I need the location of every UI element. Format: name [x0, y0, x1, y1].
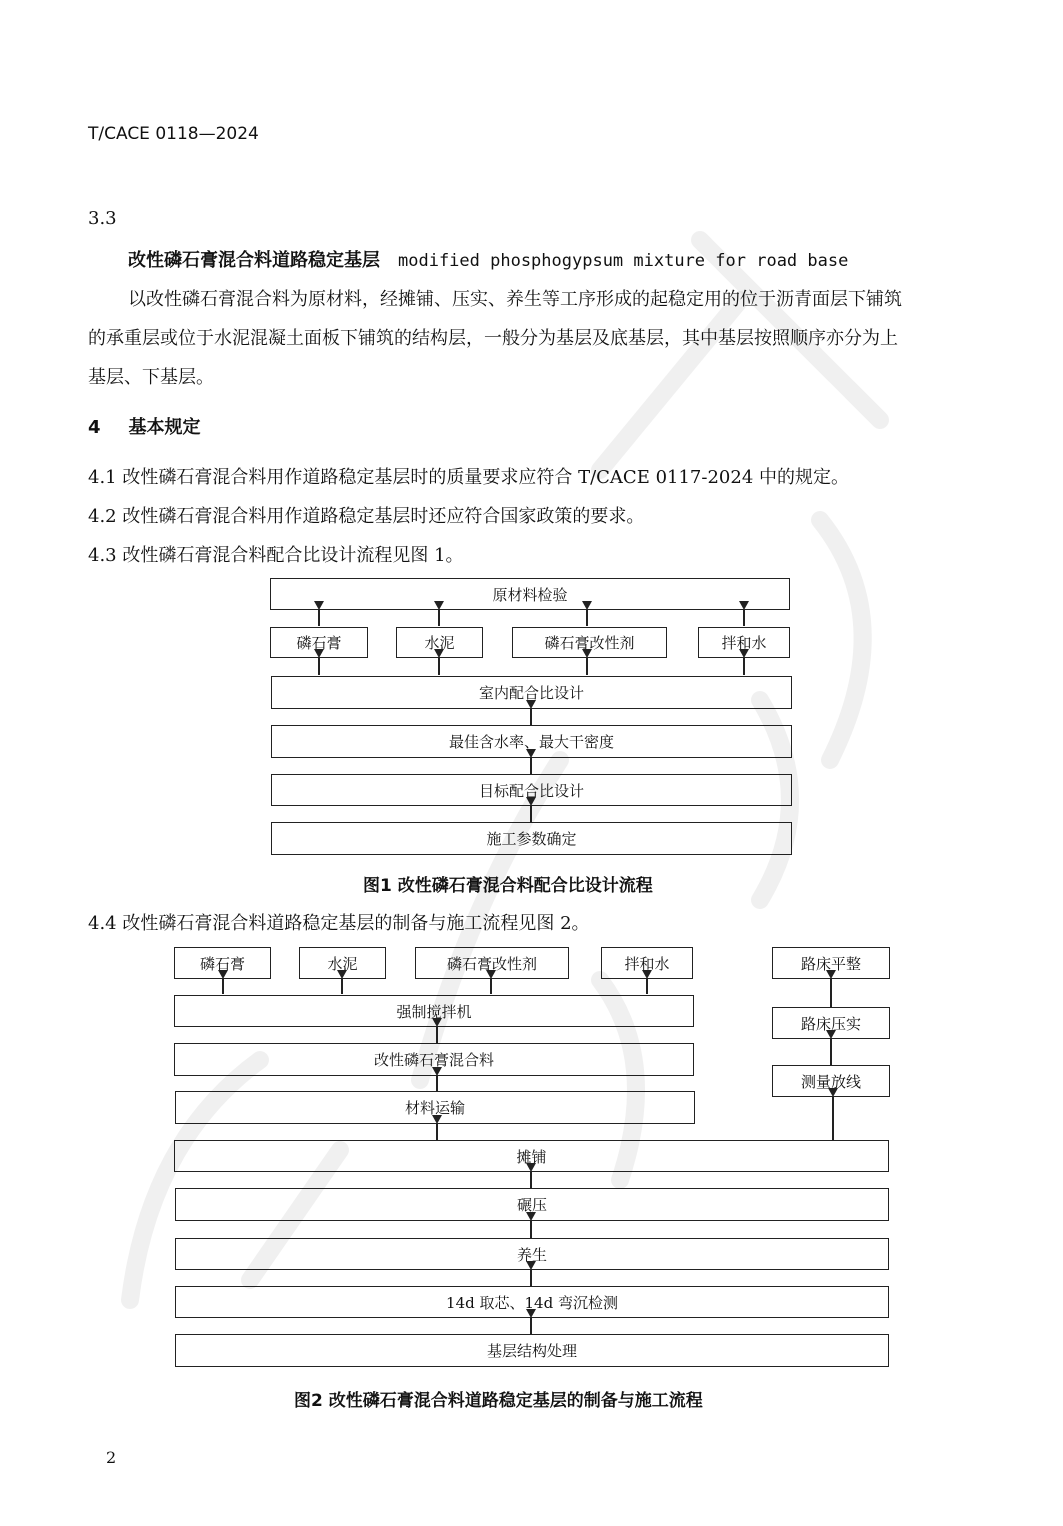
clause-text: 改性磷石膏混合料道路稳定基层的制备与施工流程见图 2。: [122, 913, 590, 934]
section-4-number: 4: [88, 417, 101, 438]
clause-number: 4.4: [88, 913, 117, 934]
flow-box-cement: 水泥: [396, 627, 483, 658]
clause-4-2: [88, 502, 644, 528]
flow-box-phosphogypsum: 磷石膏: [270, 627, 368, 658]
clause-number: 4.3: [88, 545, 117, 566]
clause-4-3: [88, 541, 464, 567]
flow-box-phosphogypsum: 磷石膏: [174, 947, 271, 979]
flow-box-base-structure-treatment: 基层结构处理: [175, 1334, 889, 1367]
clause-text: 改性磷石膏混合料配合比设计流程见图 1。: [122, 545, 464, 566]
clause-4-4: [88, 909, 590, 935]
term-chinese: 改性磷石膏混合料道路稳定基层: [128, 250, 380, 271]
term-heading: [128, 246, 848, 272]
clause-text: 改性磷石膏混合料用作道路稳定基层时还应符合国家政策的要求。: [122, 506, 645, 527]
definition-line-1: 以改性磷石膏混合料为原材料，经摊铺、压实、养生等工序形成的起稳定用的位于沥青面层下铺筑: [128, 289, 902, 310]
figure-1-caption: 图1 改性磷石膏混合料配合比设计流程: [363, 876, 653, 896]
flow-box-construction-parameters: 施工参数确定: [271, 822, 792, 855]
flow-box-modified-mixture: 改性磷石膏混合料: [174, 1043, 694, 1076]
flow-box-modifier: 磷石膏改性剂: [512, 627, 667, 658]
flow-box-subgrade-leveling: 路床平整: [772, 947, 890, 979]
flow-box-modifier: 磷石膏改性剂: [415, 947, 569, 979]
flow-box-material-transport: 材料运输: [175, 1091, 695, 1124]
flow-box-rolling: 碾压: [175, 1188, 889, 1221]
flow-box-target-mix-design: 目标配合比设计: [271, 774, 792, 806]
definition-line-2: 的承重层或位于水泥混凝土面板下铺筑的结构层，一般分为基层及底基层，其中基层按照顺序亦分为上: [88, 328, 898, 349]
flow-box-forced-mixer: 强制搅拌机: [174, 995, 694, 1027]
flow-box-curing: 养生: [175, 1238, 889, 1270]
page-number: 2: [106, 1448, 117, 1467]
section-4-heading: [88, 413, 201, 439]
flow-box-optimum-moisture: 最佳含水率、最大干密度: [271, 725, 792, 758]
definition-line-3: 基层、下基层。: [88, 367, 214, 388]
clause-text: 改性磷石膏混合料用作道路稳定基层时的质量要求应符合 T/CACE 0117-2024 中的规定。: [122, 467, 849, 488]
clause-number: 4.2: [88, 506, 117, 527]
flow-box-mixing-water: 拌和水: [601, 947, 693, 979]
flow-box-core-deflection-test: 14d 取芯、14d 弯沉检测: [175, 1286, 889, 1318]
flow-box-lab-mix-design: 室内配合比设计: [271, 676, 792, 709]
standard-code-header: T/CACE 0118—2024: [88, 124, 259, 144]
figure-2-caption: 图2 改性磷石膏混合料道路稳定基层的制备与施工流程: [294, 1391, 703, 1411]
section-4-title: 基本规定: [128, 417, 201, 438]
flow-box-subgrade-compaction: 路床压实: [772, 1007, 890, 1039]
flow-box-cement: 水泥: [299, 947, 386, 979]
flow-box-mixing-water: 拌和水: [698, 627, 790, 658]
clause-4-1: [88, 463, 849, 489]
term-english: modified phosphogypsum mixture for road base: [398, 251, 849, 271]
flow-box-paving: 摊铺: [174, 1140, 889, 1172]
flow-box-raw-material-inspection: 原材料检验: [270, 578, 790, 610]
flow-box-survey-layout: 测量放线: [772, 1065, 890, 1097]
section-3-3-number: 3.3: [88, 208, 117, 229]
clause-number: 4.1: [88, 467, 117, 488]
